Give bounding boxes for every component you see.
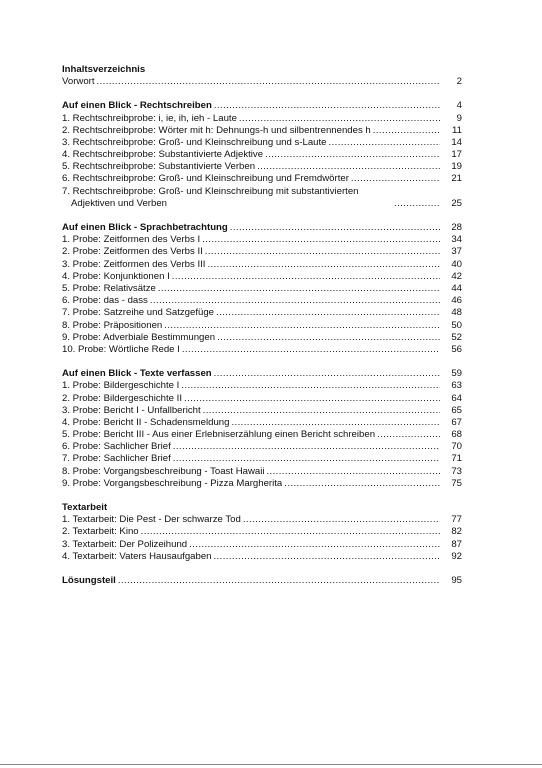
entry-label: 5. Probe: Bericht III - Aus einer Erlebniserzählung einen Bericht schreiben <box>62 429 376 441</box>
entry-label: 4. Textarbeit: Vaters Hausaufgaben <box>62 550 212 562</box>
dot-leader <box>377 429 440 441</box>
toc-entry <box>62 161 462 173</box>
page-number: 65 <box>451 404 462 416</box>
entry-label: 2. Textarbeit: Kino <box>62 526 139 538</box>
dot-leader <box>394 198 440 210</box>
entry-label-line2: Adjektiven und Verben <box>71 197 168 209</box>
page-number: 28 <box>451 222 462 234</box>
dot-leader <box>329 137 440 149</box>
entry-label <box>62 186 392 210</box>
entry-label: 4. Rechtschreibprobe: Substantivierte Adjektive <box>62 149 264 161</box>
entry-label: 1. Probe: Bildergeschichte I <box>62 380 180 392</box>
toc-section-heading <box>62 222 462 234</box>
entry-label: 8. Probe: Präpositionen <box>62 319 163 331</box>
dot-leader <box>184 393 440 405</box>
page-number: 77 <box>451 514 462 526</box>
toc-section <box>62 76 462 88</box>
section-heading-label: Auf einen Blick - Rechtschreiben <box>62 100 212 112</box>
page-number: 82 <box>451 526 462 538</box>
toc-section <box>62 222 462 356</box>
entry-label: 7. Probe: Satzreihe und Satzgefüge <box>62 307 215 319</box>
entry-label: 3. Probe: Bericht I - Unfallbericht <box>62 404 201 416</box>
toc-entry <box>62 344 462 356</box>
page-number: 59 <box>451 368 462 380</box>
dot-leader <box>141 526 440 538</box>
toc-section <box>62 502 462 563</box>
page-number: 21 <box>451 173 462 185</box>
toc-entry <box>62 76 462 88</box>
bottom-rule <box>0 764 542 765</box>
dot-leader <box>207 259 440 271</box>
section-heading-label: Auf einen Blick - Texte verfassen <box>62 368 212 380</box>
dot-leader <box>173 441 440 453</box>
page-number: 70 <box>451 441 462 453</box>
toc-entry <box>62 405 462 417</box>
dot-leader <box>118 575 440 587</box>
toc-entry <box>62 307 462 319</box>
dot-leader <box>173 453 440 465</box>
toc-entry <box>62 174 462 186</box>
entry-label: 9. Probe: Adverbiale Bestimmungen <box>62 331 216 343</box>
entry-label: 5. Rechtschreibprobe: Substantivierte Verben <box>62 161 256 173</box>
page-number: 92 <box>451 550 462 562</box>
entry-label: 1. Textarbeit: Die Pest - Der schwarze Tod <box>62 514 241 526</box>
dot-leader <box>284 478 440 490</box>
dot-leader <box>216 307 440 319</box>
toc-entry <box>62 551 462 563</box>
page-number: 63 <box>451 380 462 392</box>
entry-label: 2. Probe: Bildergeschichte II <box>62 392 182 404</box>
entry-label: 9. Probe: Vorgangsbeschreibung - Pizza Margherita <box>62 477 283 489</box>
dot-leader <box>182 344 440 356</box>
page-number: 14 <box>451 136 462 148</box>
entry-label: 6. Rechtschreibprobe: Groß- und Kleinschreibung und Fremdwörter <box>62 173 349 185</box>
page-number: 2 <box>456 76 462 88</box>
dot-leader <box>351 173 440 185</box>
page-number: 67 <box>451 416 462 428</box>
dot-leader <box>214 100 440 112</box>
dot-leader <box>257 161 440 173</box>
entry-label: 8. Probe: Vorgangsbeschreibung - Toast Hawaii <box>62 465 265 477</box>
page-number: 50 <box>451 319 462 331</box>
dot-leader <box>205 246 440 258</box>
entry-label: 2. Rechtschreibprobe: Wörter mit h: Dehnungs-h und silbentrennendes h <box>62 124 371 136</box>
page-number: 17 <box>451 149 462 161</box>
toc-entry <box>62 186 462 210</box>
toc-entry <box>62 295 462 307</box>
entry-label: 5. Probe: Relativsätze <box>62 283 156 295</box>
dot-leader <box>265 149 440 161</box>
section-heading-label: Lösungsteil <box>62 574 116 586</box>
page-number: 4 <box>456 100 462 112</box>
toc-entry <box>62 332 462 344</box>
page-number: 87 <box>451 538 462 550</box>
toc-entry <box>62 466 462 478</box>
dot-leader <box>150 295 440 307</box>
entry-label-line1: 7. Rechtschreibprobe: Groß- und Kleinschreibung mit substantivierten <box>62 185 359 197</box>
page-number: 11 <box>452 124 462 136</box>
dot-leader <box>239 113 440 125</box>
entry-label: Vorwort <box>62 76 95 88</box>
toc-entry <box>62 393 462 405</box>
entry-label: 1. Probe: Zeitformen des Verbs I <box>62 234 201 246</box>
toc-entry <box>62 417 462 429</box>
toc-entry <box>62 271 462 283</box>
toc-section-heading <box>62 502 462 514</box>
dot-leader <box>231 417 440 429</box>
toc-entry <box>62 526 462 538</box>
page-number: 64 <box>451 392 462 404</box>
entry-label: 2. Probe: Zeitformen des Verbs II <box>62 246 203 258</box>
toc-entry <box>62 259 462 271</box>
toc-entry <box>62 283 462 295</box>
entry-label: 6. Probe: Sachlicher Brief <box>62 441 171 453</box>
page-number: 95 <box>451 574 462 586</box>
toc-entry <box>62 149 462 161</box>
table-of-contents <box>62 64 462 587</box>
page-number: 19 <box>451 161 462 173</box>
page-number: 25 <box>451 197 462 209</box>
toc-section-heading <box>62 575 462 587</box>
toc-entry <box>62 320 462 332</box>
page-number: 34 <box>451 234 462 246</box>
page-number: 73 <box>451 465 462 477</box>
dot-leader <box>217 332 440 344</box>
dot-leader <box>266 466 440 478</box>
toc-entry <box>62 380 462 392</box>
toc-section-heading <box>62 368 462 380</box>
dot-leader <box>189 539 440 551</box>
toc-entry <box>62 478 462 490</box>
toc-section <box>62 100 462 210</box>
dot-leader <box>164 320 440 332</box>
section-heading-label: Textarbeit <box>62 502 108 514</box>
entry-label: 6. Probe: das - dass <box>62 295 148 307</box>
dot-leader <box>158 283 440 295</box>
page-number: 37 <box>451 246 462 258</box>
entry-label: 4. Probe: Konjunktionen I <box>62 270 170 282</box>
toc-entry <box>62 234 462 246</box>
toc-title: Inhaltsverzeichnis <box>62 64 146 75</box>
page-number: 44 <box>451 283 462 295</box>
page-number: 46 <box>451 295 462 307</box>
entry-label: 3. Textarbeit: Der Polizeihund <box>62 538 188 550</box>
entry-label: 10. Probe: Wörtliche Rede I <box>62 343 180 355</box>
entry-label: 3. Rechtschreibprobe: Groß- und Kleinschreibung und s-Laute <box>62 136 327 148</box>
toc-section <box>62 575 462 587</box>
page-number: 52 <box>451 331 462 343</box>
entry-label: 3. Probe: Zeitformen des Verbs III <box>62 258 206 270</box>
toc-entry <box>62 246 462 258</box>
page-number: 42 <box>451 270 462 282</box>
entry-label: 1. Rechtschreibprobe: i, ie, ih, ieh - Laute <box>62 112 237 124</box>
page-number: 71 <box>451 453 462 465</box>
toc-entry <box>62 113 462 125</box>
page-number: 48 <box>451 307 462 319</box>
page-number: 68 <box>451 429 462 441</box>
toc-section-heading <box>62 100 462 112</box>
toc-entry <box>62 441 462 453</box>
toc-entry <box>62 429 462 441</box>
entry-label: 7. Probe: Sachlicher Brief <box>62 453 171 465</box>
dot-leader <box>181 380 440 392</box>
entry-label: 4. Probe: Bericht II - Schadensmeldung <box>62 416 230 428</box>
toc-entry <box>62 137 462 149</box>
dot-leader <box>97 76 440 88</box>
dot-leader <box>214 368 440 380</box>
toc-entry <box>62 453 462 465</box>
page-number: 56 <box>451 343 462 355</box>
page-number: 75 <box>451 477 462 489</box>
toc-entry <box>62 514 462 526</box>
dot-leader <box>172 271 440 283</box>
dot-leader <box>202 234 440 246</box>
toc-section <box>62 368 462 490</box>
dot-leader <box>243 514 440 526</box>
toc-entry <box>62 539 462 551</box>
section-heading-label: Auf einen Blick - Sprachbetrachtung <box>62 222 228 234</box>
toc-entry <box>62 125 462 137</box>
dot-leader <box>230 222 440 234</box>
dot-leader <box>203 405 440 417</box>
dot-leader <box>373 125 440 137</box>
page-number: 40 <box>451 258 462 270</box>
dot-leader <box>214 551 440 563</box>
page-number: 9 <box>456 112 462 124</box>
